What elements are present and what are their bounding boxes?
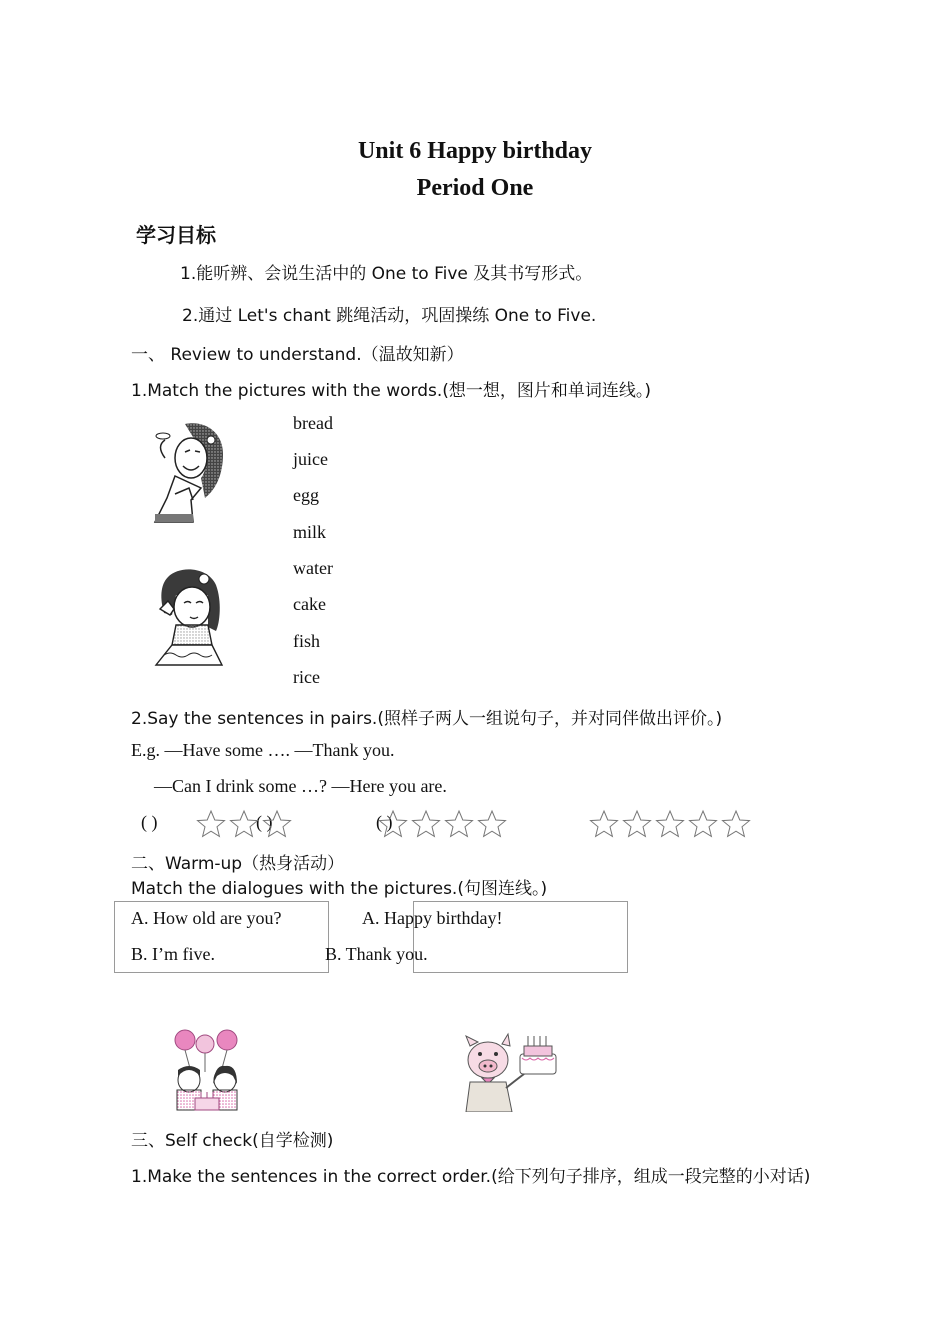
section1-task1: 1.Match the pictures with the words.(想一想，图片和单词连线。): [131, 381, 652, 401]
page-title: Unit 6 Happy birthday: [357, 138, 593, 164]
star-outline-icon: [411, 809, 441, 839]
dialog-right-line-b: B. Thank you.: [325, 944, 428, 964]
star-outline-icon: [589, 809, 619, 839]
star-rating-5[interactable]: [589, 809, 754, 839]
example-line-2: —Can I drink some …? —Here you are.: [154, 776, 447, 796]
star-rating-3[interactable]: [196, 809, 295, 839]
star-outline-icon: [378, 809, 408, 839]
star-outline-icon: [196, 809, 226, 839]
star-outline-icon: [655, 809, 685, 839]
objective-2: 2.通过 Let's chant 跳绳活动，巩固操练 One to Five.: [182, 306, 597, 326]
star-outline-icon: [688, 809, 718, 839]
star-outline-icon: [721, 809, 751, 839]
star-outline-icon: [622, 809, 652, 839]
star-rating-4[interactable]: [378, 809, 510, 839]
rating-paren-1[interactable]: ( ): [141, 812, 158, 832]
section3-task1: 1.Make the sentences in the correct order.(给下列句子排序，组成一段完整的小对话): [131, 1167, 811, 1187]
pig-with-cake-illustration: [462, 1032, 562, 1112]
word-water: water: [293, 558, 333, 578]
section1-task2: 2.Say the sentences in pairs.(照样子两人一组说句子，并对同伴做出评价。): [131, 709, 723, 729]
star-outline-icon: [229, 809, 259, 839]
objectives-heading: 学习目标: [136, 223, 216, 247]
page-subtitle: Period One: [416, 175, 534, 201]
star-outline-icon: [444, 809, 474, 839]
section1-heading: 一、 Review to understand.（温故知新）: [131, 345, 464, 365]
word-fish: fish: [293, 631, 320, 651]
word-egg: egg: [293, 485, 319, 505]
star-outline-icon: [262, 809, 292, 839]
dialog-right-line-a: A. Happy birthday!: [362, 908, 503, 928]
section2-heading: 二、Warm-up（热身活动）: [131, 854, 345, 874]
rating-paren-2[interactable]: ( ): [256, 812, 273, 832]
word-cake: cake: [293, 594, 326, 614]
dialog-left-line-b: B. I’m five.: [131, 944, 215, 964]
section3-heading: 三、Self check(自学检测): [131, 1131, 334, 1151]
dialog-left-line-a: A. How old are you?: [131, 908, 282, 928]
section2-instruction: Match the dialogues with the pictures.(句图连线。): [131, 879, 548, 899]
girl-eating-illustration: [145, 418, 227, 524]
objective-1: 1.能听辨、会说生活中的 One to Five 及其书写形式。: [180, 264, 593, 284]
word-rice: rice: [293, 667, 320, 687]
example-line-1: E.g. —Have some …. —Thank you.: [131, 740, 395, 760]
word-bread: bread: [293, 413, 333, 433]
girl-thinking-illustration: [150, 565, 224, 667]
word-juice: juice: [293, 449, 328, 469]
word-milk: milk: [293, 522, 327, 542]
kids-with-balloons-illustration: [165, 1028, 251, 1112]
rating-paren-3[interactable]: ( ): [376, 812, 393, 832]
star-outline-icon: [477, 809, 507, 839]
